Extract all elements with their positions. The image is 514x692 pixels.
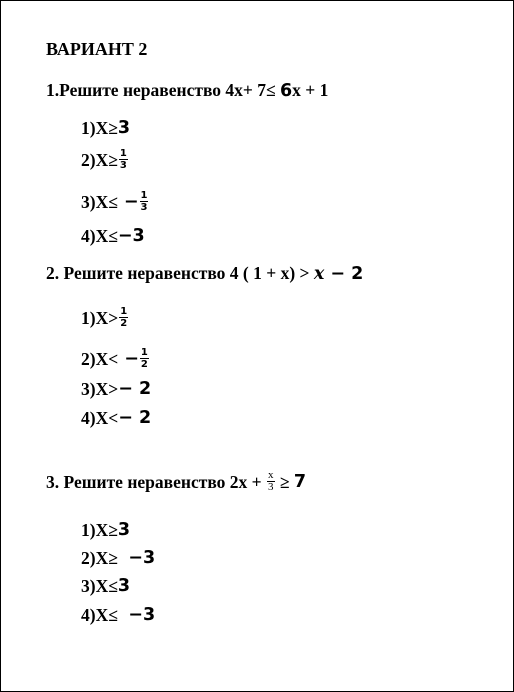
question-2-option-4[interactable] — [81, 408, 151, 428]
question-1-rhs-coefficient: 6 — [279, 81, 293, 101]
question-3 — [46, 470, 306, 493]
question-3-option-1[interactable] — [81, 520, 130, 540]
option-value: −3 — [122, 605, 156, 625]
option-value: 3 — [117, 520, 131, 540]
option-fraction — [119, 148, 128, 171]
option-label: 4)X≤ — [81, 226, 118, 246]
question-3-rhs: 7 — [293, 471, 307, 492]
option-label: 1)X≥ — [81, 118, 118, 138]
question-1-option-3[interactable] — [81, 190, 149, 213]
question-1-option-4[interactable] — [81, 226, 145, 246]
option-label: 3)X≤ — [81, 191, 118, 212]
option-value: − 2 — [118, 379, 152, 399]
question-3-option-3[interactable] — [81, 576, 130, 596]
option-label: 2)X≥ — [81, 548, 123, 568]
question-3-option-2[interactable] — [81, 548, 155, 568]
option-value: −3 — [117, 226, 145, 246]
question-2-option-2[interactable] — [81, 347, 150, 370]
fraction-numerator: 1 — [140, 190, 148, 201]
option-fraction — [140, 190, 149, 213]
option-fraction — [119, 306, 128, 329]
fraction-denominator: 3 — [268, 481, 274, 493]
option-label: 1)X> — [81, 307, 119, 328]
option-fraction — [140, 347, 149, 370]
option-value: −3 — [122, 548, 156, 568]
question-3-text: 3. Решите неравенство 2x + — [46, 471, 266, 492]
option-value: 3 — [117, 118, 131, 138]
option-label: 2)X≥ — [81, 149, 118, 170]
option-label: 4)X< — [81, 408, 119, 428]
fraction-denominator: 3 — [140, 202, 148, 213]
question-2-variable: x — [313, 264, 325, 284]
option-label: 4)X≤ — [81, 605, 123, 625]
option-label: 1)X≥ — [81, 520, 118, 540]
question-2-option-1[interactable] — [81, 306, 129, 329]
variant-title: ВАРИАНТ 2 — [46, 39, 148, 59]
question-1-option-1[interactable] — [81, 118, 130, 138]
fraction-numerator: 1 — [119, 148, 127, 159]
option-sign: − — [123, 191, 139, 212]
fraction-denominator: 2 — [140, 359, 148, 370]
fraction-numerator: x — [268, 469, 274, 481]
question-3-relation: ≥ — [275, 471, 294, 492]
fraction-numerator: 1 — [140, 347, 148, 358]
fraction-numerator: 1 — [120, 306, 128, 317]
option-value: − 2 — [118, 408, 152, 428]
question-2 — [46, 263, 363, 284]
question-2-text: 2. Решите неравенство 4 ( 1 + x) > — [46, 263, 314, 283]
option-label: 3)X> — [81, 379, 119, 399]
fraction-denominator: 2 — [120, 318, 128, 329]
question-2-rhs-rest: − 2 — [324, 264, 364, 284]
fraction-denominator: 3 — [119, 160, 127, 171]
question-1-option-2[interactable] — [81, 148, 129, 171]
question-3-option-4[interactable] — [81, 605, 155, 625]
option-value: 3 — [117, 576, 131, 596]
question-1-text: 1.Решите неравенство 4x+ 7≤ — [46, 80, 280, 100]
question-1 — [46, 80, 328, 101]
question-3-fraction — [267, 470, 275, 493]
option-sign: − — [124, 348, 139, 369]
option-label: 2)X< — [81, 348, 119, 369]
option-label: 3)X≤ — [81, 576, 118, 596]
question-1-rhs-rest: x + 1 — [292, 80, 329, 100]
question-2-option-3[interactable] — [81, 379, 151, 399]
